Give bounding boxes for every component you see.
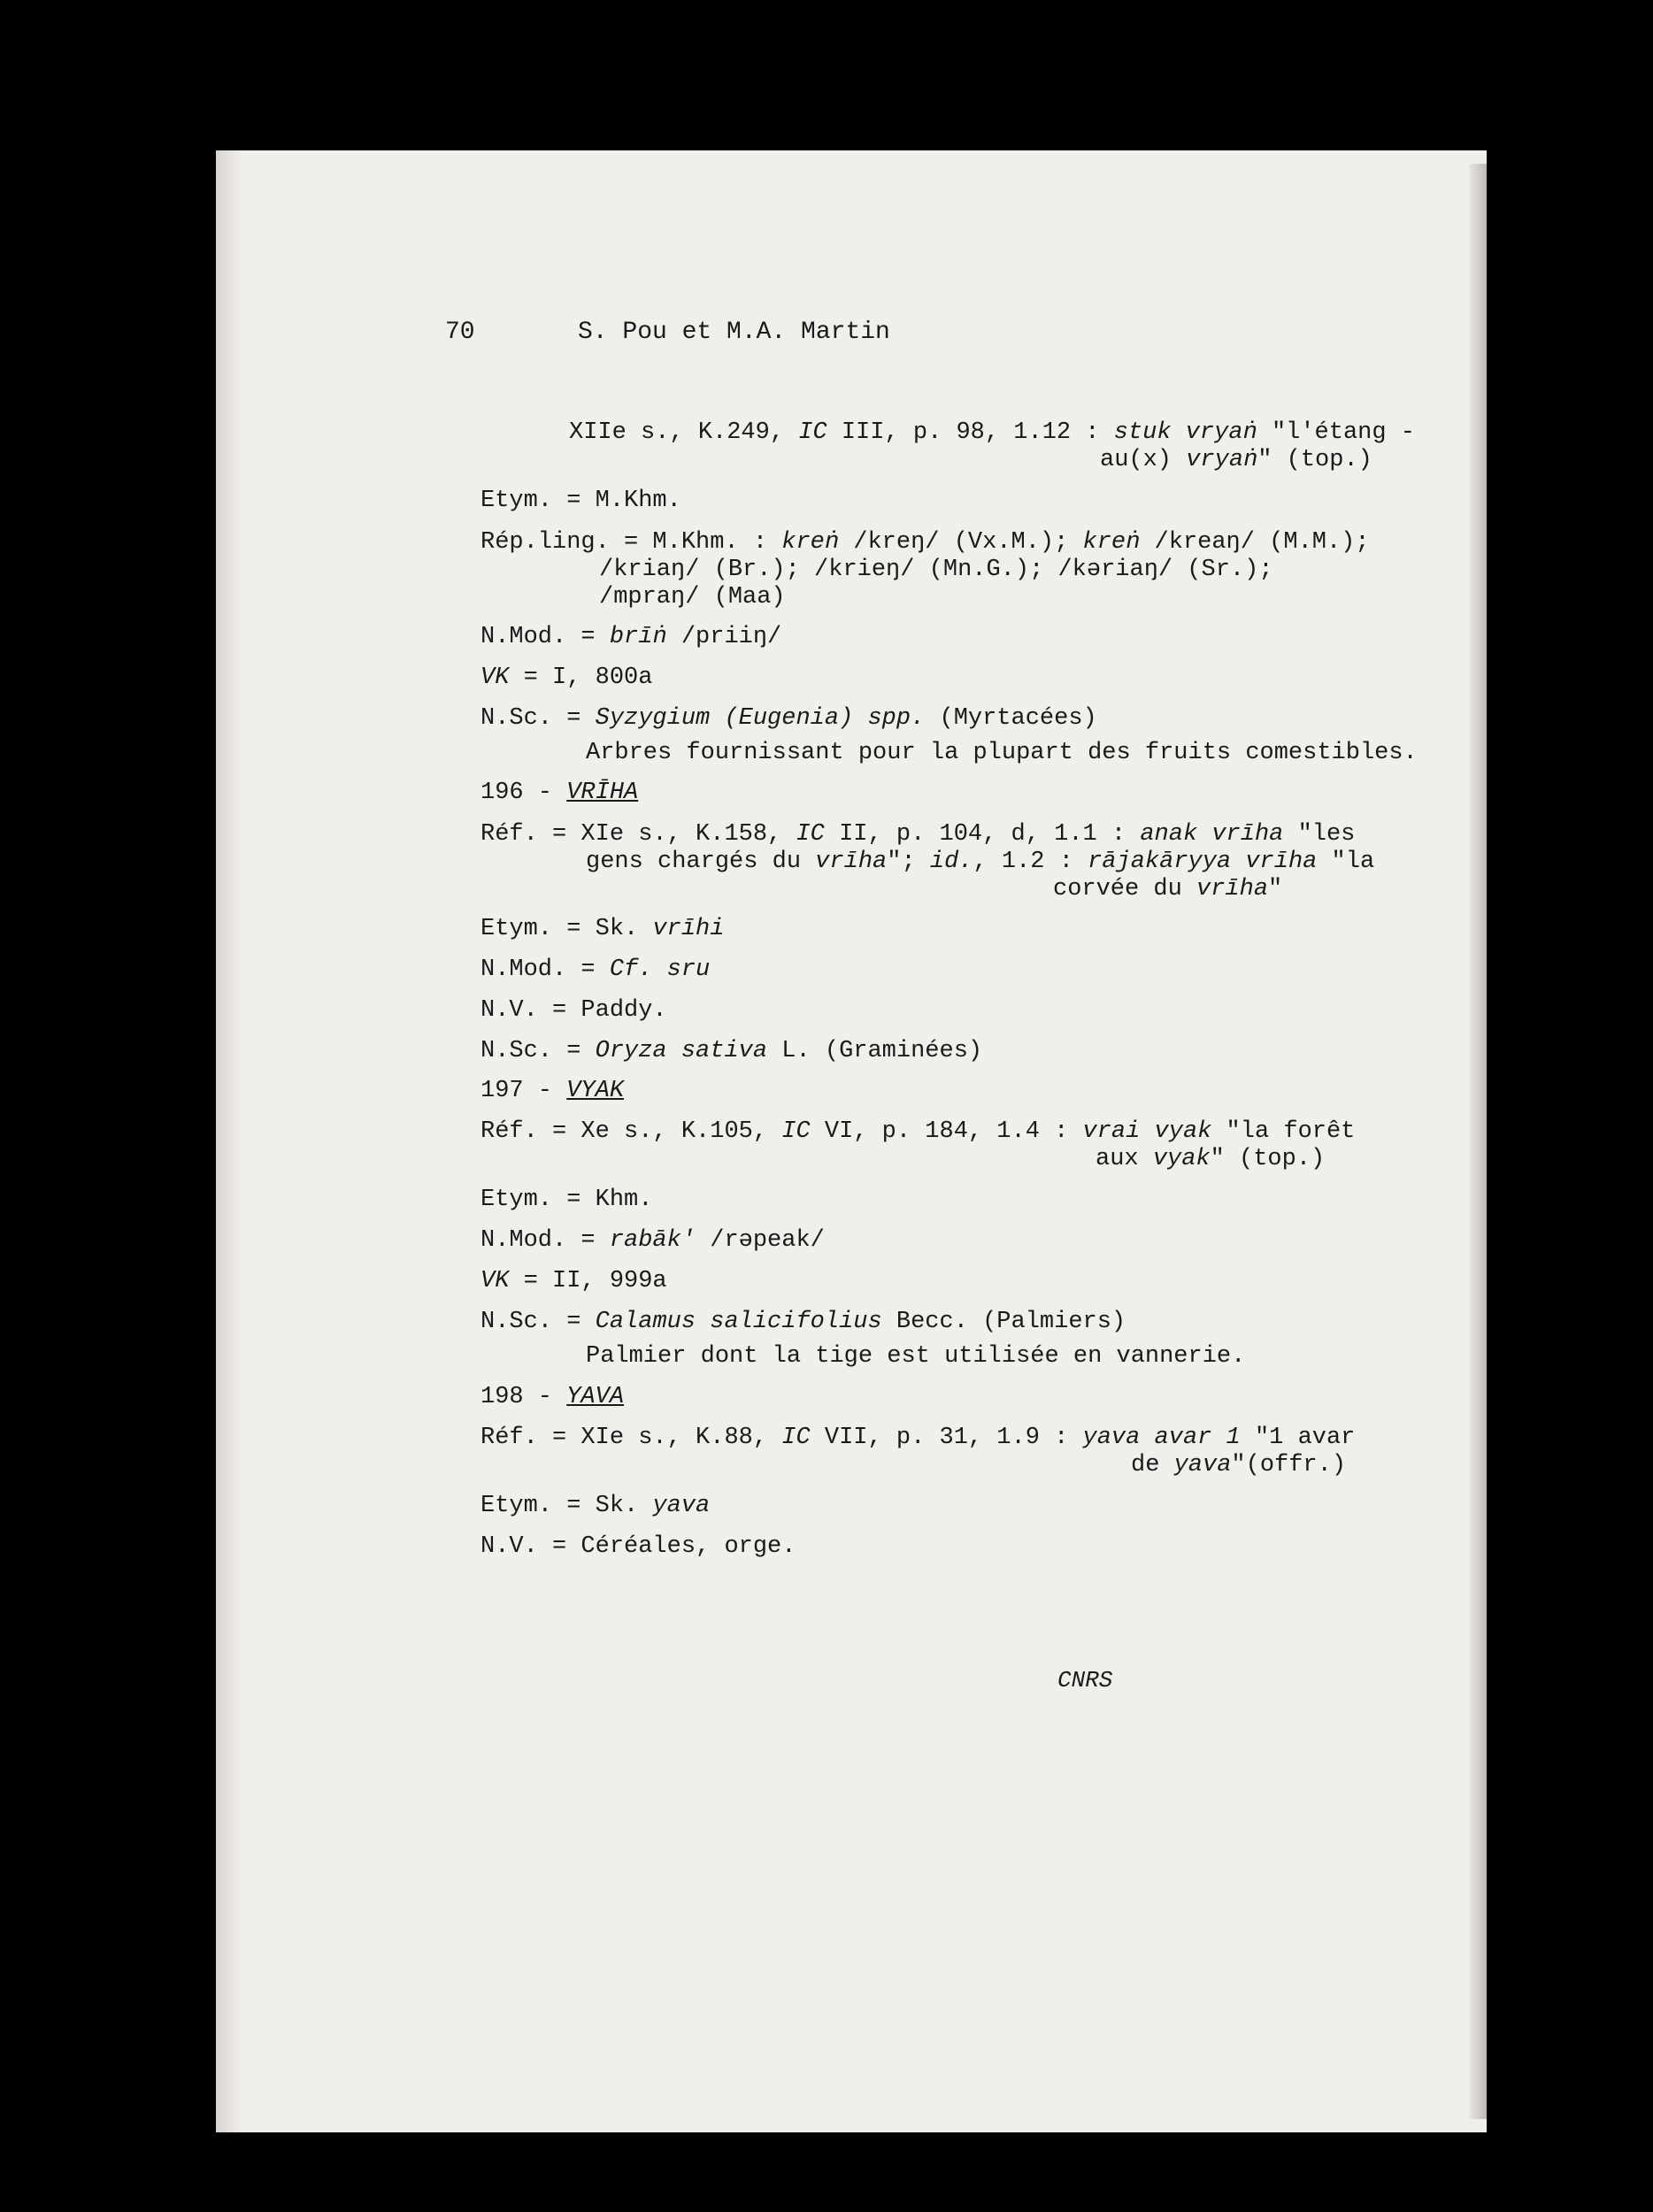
entry-197-heading: 197 - VYAK	[481, 1078, 625, 1104]
description-line: Palmier dont la tige est utilisée en vannerie.	[586, 1343, 1246, 1370]
vk-line: VK = I, 800a	[481, 664, 653, 691]
ref-line: XIIe s., K.249, IC III, p. 98, 1.12 : stuk vryaṅ "l'étang -	[569, 419, 1415, 446]
nv-line: N.V. = Paddy.	[481, 997, 667, 1024]
nsc-line: N.Sc. = Oryza sativa L. (Graminées)	[481, 1038, 983, 1064]
page-number: 70	[445, 319, 475, 346]
etym-line: Etym. = Sk. vrīhi	[481, 916, 725, 942]
page-edge	[1469, 164, 1487, 2119]
ref-line-cont: aux vyak" (top.)	[1096, 1146, 1326, 1172]
nmod-line: N.Mod. = rabāk' /rəpeak/	[481, 1227, 825, 1254]
rep-ling-line: Rép.ling. = M.Khm. : kreṅ /kreŋ/ (Vx.M.); kreṅ /kreaŋ/ (M.M.);	[481, 529, 1370, 556]
page-gutter	[216, 150, 242, 2132]
ref-line-cont: gens chargés du vrīha"; id., 1.2 : rājakāryya vrīha "la	[586, 849, 1375, 875]
ref-line: Réf. = XIe s., K.158, IC II, p. 104, d, 1.1 : anak vrīha "les	[481, 821, 1356, 848]
vk-line: VK = II, 999a	[481, 1268, 667, 1294]
etym-line: Etym. = M.Khm.	[481, 488, 681, 514]
running-header-authors: S. Pou et M.A. Martin	[578, 319, 890, 346]
entry-196-heading: 196 - VRĪHA	[481, 780, 639, 806]
cnrs-stamp: CNRS	[1057, 1667, 1113, 1694]
entry-198-heading: 198 - YAVA	[481, 1384, 625, 1410]
nsc-line: N.Sc. = Calamus salicifolius Becc. (Palmiers)	[481, 1309, 1126, 1335]
rep-ling-line-3: /mpraŋ/ (Maa)	[599, 584, 786, 611]
nmod-line: N.Mod. = brīṅ /priiŋ/	[481, 624, 782, 650]
nv-line: N.V. = Céréales, orge.	[481, 1533, 796, 1560]
ref-line: Réf. = Xe s., K.105, IC VI, p. 184, 1.4 : vrai vyak "la forêt	[481, 1118, 1356, 1145]
ref-line-cont: de yava"(offr.)	[1131, 1452, 1347, 1479]
ref-line-cont: au(x) vryaṅ" (top.)	[1100, 447, 1372, 473]
rep-ling-line-2: /kriaŋ/ (Br.); /krieŋ/ (Mn.G.); /kəriaŋ/ (Sr.);	[599, 557, 1273, 583]
nmod-line: N.Mod. = Cf. sru	[481, 956, 711, 983]
nsc-line: N.Sc. = Syzygium (Eugenia) spp. (Myrtacées)	[481, 705, 1097, 732]
description-line: Arbres fournissant pour la plupart des fruits comestibles.	[586, 740, 1418, 766]
etym-line: Etym. = Khm.	[481, 1187, 653, 1213]
ref-line: Réf. = XIe s., K.88, IC VII, p. 31, 1.9 : yava avar 1 "1 avar	[481, 1425, 1356, 1451]
etym-line: Etym. = Sk. yava	[481, 1493, 711, 1519]
ref-line-cont: corvée du vrīha"	[1053, 876, 1283, 902]
